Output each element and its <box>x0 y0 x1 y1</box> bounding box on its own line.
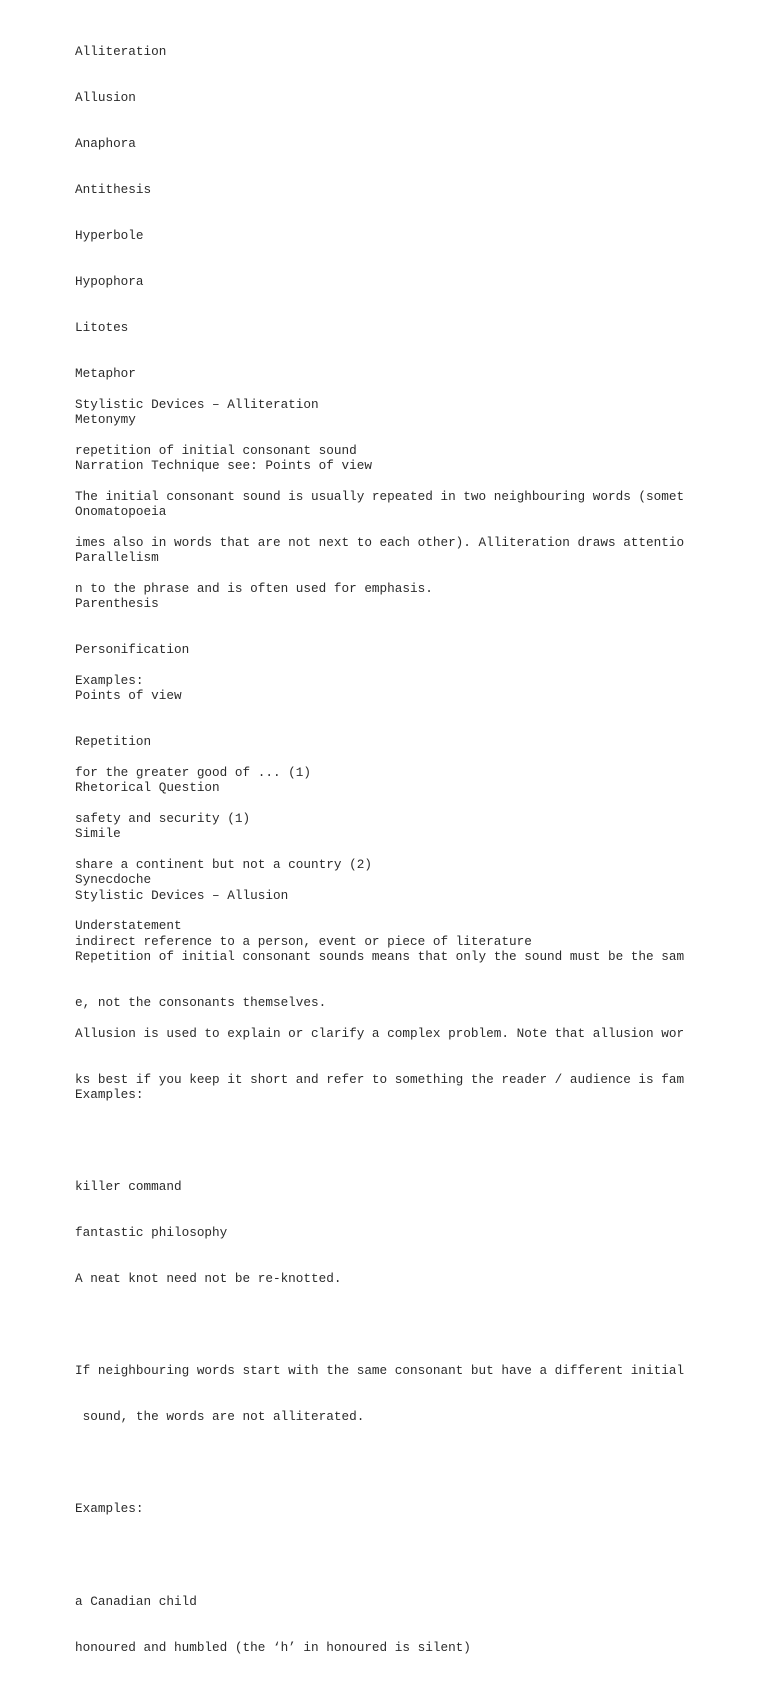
list-item: Allusion <box>75 89 136 105</box>
paragraph-line: imes also in words that are not next to each other). Alliteration draws attentio <box>75 534 685 550</box>
list-item: Synecdoche <box>75 872 152 888</box>
example-item: a Canadian child <box>75 1593 197 1609</box>
blank-line <box>75 1317 695 1332</box>
example-item: honoured and humbled (the ‘h’ in honoured is silent) <box>75 1639 471 1655</box>
paragraph-line: Repetition of initial consonant sounds means that only the sound must be the sam <box>75 949 685 965</box>
section-definition: indirect reference to a person, event or piece of literature <box>75 933 532 949</box>
paragraph-line: The initial consonant sound is usually repeated in two neighbouring words (somet <box>75 488 685 504</box>
examples-label: Examples: <box>75 1501 144 1517</box>
list-item: Narration Technique see: Points of view <box>75 457 372 473</box>
example-item: A neat knot need not be re-knotted. <box>75 1271 342 1287</box>
blank-line <box>75 719 695 734</box>
list-item: Parallelism <box>75 550 159 566</box>
examples-label: Examples: <box>75 672 144 688</box>
list-item: Personification <box>75 642 190 658</box>
paragraph-line: Allusion is used to explain or clarify a complex problem. Note that allusion wor <box>75 1025 685 1041</box>
list-item: Parenthesis <box>75 596 159 612</box>
paragraph-line: sound, the words are not alliterated. <box>75 1409 365 1425</box>
list-item: Hypophora <box>75 273 144 289</box>
list-item: Metaphor <box>75 365 136 381</box>
blank-line <box>75 1455 695 1470</box>
list-item: Simile <box>75 826 121 842</box>
list-item: Metonymy <box>75 411 136 427</box>
list-item: Hyperbole <box>75 227 144 243</box>
list-item: Repetition <box>75 734 152 750</box>
blank-line <box>75 980 695 995</box>
list-item: Antithesis <box>75 181 152 197</box>
list-item: Litotes <box>75 319 129 335</box>
blank-line <box>75 1547 695 1562</box>
paragraph-line: ks best if you keep it short and refer to something the reader / audience is fam <box>75 1071 685 1087</box>
list-item: Points of view <box>75 688 182 704</box>
example-item: killer command <box>75 1179 182 1195</box>
list-item: Onomatopoeia <box>75 504 167 519</box>
example-item: share a continent but not a country (2) <box>75 857 372 872</box>
list-item: Understatement <box>75 918 182 934</box>
example-item: fantastic philosophy <box>75 1225 228 1241</box>
examples-label: Examples: <box>75 1087 144 1103</box>
list-item: Anaphora <box>75 135 136 151</box>
paragraph-line: e, not the consonants themselves. <box>75 995 327 1011</box>
example-item: for the greater good of ... (1) <box>75 764 312 780</box>
paragraph-line: n to the phrase and is often used for emphasis. <box>75 580 433 596</box>
blank-line <box>75 627 695 642</box>
section-heading: Stylistic Devices – Allusion <box>75 887 289 903</box>
section-heading: Stylistic Devices – Alliteration <box>75 396 319 412</box>
blank-line <box>75 1133 695 1148</box>
example-item: safety and security (1) <box>75 810 251 826</box>
list-item: Alliteration <box>75 43 167 59</box>
allusion-section <box>75 857 695 1118</box>
paragraph-line: If neighbouring words start with the same consonant but have a different initial <box>75 1363 685 1379</box>
list-item: Rhetorical Question <box>75 780 220 796</box>
section-definition: repetition of initial consonant sound <box>75 442 357 458</box>
